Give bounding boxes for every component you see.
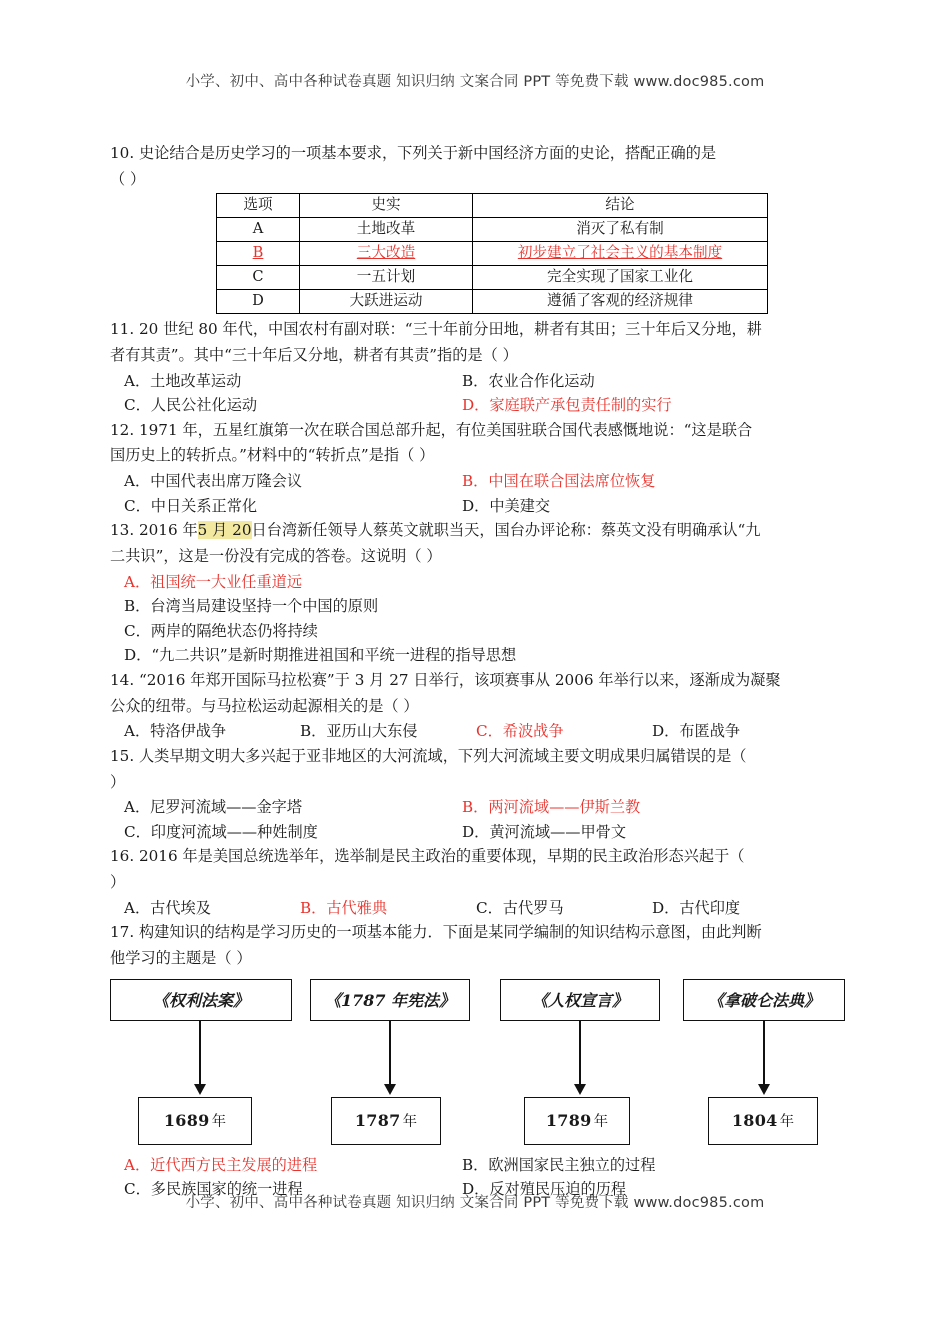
option-11-d[interactable]: D．家庭联产承包责任制的实行 bbox=[462, 396, 672, 415]
question-16-number: 16. bbox=[110, 847, 135, 866]
question-10-number: 10. bbox=[110, 144, 135, 162]
question-16-stem-line2: ） bbox=[110, 873, 126, 891]
question-13-date-highlight: 5 月 20 bbox=[197, 521, 252, 540]
diagram-pair-2 bbox=[310, 979, 470, 1130]
option-row bbox=[124, 494, 845, 519]
question-17-stem bbox=[110, 920, 845, 945]
question-14-stem-line2: 公众的纽带。与马拉松运动起源相关的是（ ） bbox=[110, 696, 419, 715]
question-12-stem-line1: 1971 年，五星红旗第一次在联合国总部升起，有位美国驻联合国代表感慨地说：“这是联合 bbox=[138, 420, 753, 439]
option-11-c[interactable]: C．人民公社化运动 bbox=[124, 396, 258, 415]
question-11-number: 11. bbox=[110, 320, 135, 339]
table-header-option: 选项 bbox=[217, 194, 300, 218]
diagram-pair-3 bbox=[500, 979, 660, 1130]
table-header-conclusion: 结论 bbox=[473, 194, 768, 218]
option-17-a[interactable]: A．近代西方民主发展的进程 bbox=[124, 1155, 318, 1174]
diagram-document-box-1: 《权利法案》 bbox=[110, 979, 292, 1021]
question-13-options bbox=[110, 570, 845, 669]
diagram-arrow-line-4 bbox=[763, 1021, 765, 1087]
table-cell-fact: 一五计划 bbox=[300, 266, 473, 290]
option-12-c[interactable]: C．中日关系正常化 bbox=[124, 496, 258, 515]
diagram-year-value-1: 1689 bbox=[163, 1111, 210, 1130]
option-14-b[interactable]: B．亚历山大东侵 bbox=[300, 722, 418, 741]
diagram-pair-4 bbox=[683, 979, 845, 1130]
table-cell-fact: 大跃进运动 bbox=[300, 290, 473, 314]
option-16-b[interactable]: B．古代雅典 bbox=[300, 898, 388, 917]
diagram-document-box-3: 《人权宣言》 bbox=[500, 979, 660, 1021]
diagram-year-box-1 bbox=[138, 1097, 252, 1145]
table-cell-conclusion: 遵循了客观的经济规律 bbox=[473, 290, 768, 314]
question-16-stem-line1: 2016 年是美国总统选举年，选举制是民主政治的重要体现，早期的民主政治形态兴起于（ bbox=[138, 847, 745, 866]
diagram-arrow-line-1 bbox=[199, 1021, 201, 1087]
option-12-b[interactable]: B．中国在联合国法席位恢复 bbox=[462, 472, 656, 490]
question-11-stem-line2: 者有其责”。其中“三十年后又分地，耕者有其责”指的是（ ） bbox=[110, 345, 518, 364]
question-12-stem-line2: 国历史上的转折点。”材料中的“转折点”是指（ ） bbox=[110, 446, 435, 465]
question-13-number: 13. bbox=[110, 521, 135, 540]
table-cell-fact: 三大改造 bbox=[300, 242, 473, 266]
option-17-d[interactable]: D．反对殖民压迫的历程 bbox=[462, 1180, 627, 1199]
option-13-a[interactable]: A．祖国统一大业任重道远 bbox=[124, 572, 303, 591]
diagram-year-value-3: 1789 bbox=[545, 1111, 592, 1130]
diagram-document-box-4: 《拿破仑法典》 bbox=[683, 979, 845, 1021]
option-17-c[interactable]: C．多民族国家的统一进程 bbox=[124, 1180, 303, 1199]
question-15-number: 15. bbox=[110, 746, 135, 765]
diagram-year-suffix-2: 年 bbox=[402, 1114, 418, 1130]
question-12-number: 12. bbox=[110, 420, 135, 439]
question-10-stem bbox=[110, 141, 845, 166]
question-15-stem-line1: 人类早期文明大多兴起于亚非地区的大河流域，下列大河流域主要文明成果归属错误的是（ bbox=[138, 746, 747, 765]
question-12-stem bbox=[110, 418, 845, 443]
diagram-year-suffix-3: 年 bbox=[593, 1114, 609, 1130]
option-16-d[interactable]: D．古代印度 bbox=[652, 898, 741, 917]
question-15-stem-line2: ） bbox=[110, 772, 126, 791]
knowledge-structure-diagram bbox=[110, 979, 845, 1147]
option-15-d[interactable]: D．黄河流域——甲骨文 bbox=[462, 822, 627, 841]
option-13-c[interactable]: C．两岸的隔绝状态仍将持续 bbox=[124, 621, 318, 640]
question-17-stem-line2: 他学习的主题是（ ） bbox=[110, 948, 252, 967]
option-row bbox=[124, 393, 845, 418]
question-11-stem bbox=[110, 317, 845, 342]
table-cell-fact: 土地改革 bbox=[300, 218, 473, 242]
question-10-stem-line1: 史论结合是历史学习的一项基本要求，下列关于新中国经济方面的史论，搭配正确的是 bbox=[138, 144, 717, 162]
table-header-row bbox=[217, 194, 768, 218]
table-row bbox=[217, 266, 768, 290]
option-row bbox=[124, 820, 845, 845]
option-row bbox=[124, 369, 845, 394]
question-11-options bbox=[110, 369, 845, 418]
question-14-options bbox=[110, 719, 845, 744]
footer-watermark: 小学、初中、高中各种试卷真题 知识归纳 文案合同 PPT 等免费下载 www.doc985.com bbox=[185, 1195, 765, 1211]
diagram-arrow-head-3 bbox=[574, 1084, 586, 1095]
diagram-year-box-4 bbox=[708, 1097, 818, 1145]
table-row bbox=[217, 242, 768, 266]
option-15-a[interactable]: A．尼罗河流域——金字塔 bbox=[124, 798, 303, 817]
table-cell-option: B bbox=[217, 242, 300, 266]
table-cell-conclusion: 完全实现了国家工业化 bbox=[473, 266, 768, 290]
diagram-year-value-2: 1787 bbox=[354, 1111, 401, 1130]
question-13-stem-mid: 日台湾新任领导人蔡英文就职当天，国台办评论称：蔡英文没有明确承认“九 bbox=[251, 521, 761, 540]
diagram-year-suffix-4: 年 bbox=[779, 1114, 795, 1130]
question-13-stem-line2: 二共识”，这是一份没有完成的答卷。这说明（ ） bbox=[110, 546, 442, 565]
option-16-a[interactable]: A．古代埃及 bbox=[124, 898, 211, 917]
option-row bbox=[124, 795, 845, 820]
diagram-year-box-2 bbox=[331, 1097, 441, 1145]
table-cell-conclusion: 初步建立了社会主义的基本制度 bbox=[473, 242, 768, 266]
option-15-c[interactable]: C．印度河流域——种姓制度 bbox=[124, 822, 318, 841]
diagram-document-box-2: 《1787 年宪法》 bbox=[310, 979, 470, 1021]
option-14-a[interactable]: A．特洛伊战争 bbox=[124, 722, 227, 741]
option-11-b[interactable]: B．农业合作化运动 bbox=[462, 371, 595, 390]
question-17-number: 17. bbox=[110, 923, 135, 942]
table-cell-option: D bbox=[217, 290, 300, 314]
diagram-arrow-line-3 bbox=[579, 1021, 581, 1087]
question-16-stem bbox=[110, 844, 845, 869]
header-watermark: 小学、初中、高中各种试卷真题 知识归纳 文案合同 PPT 等免费下载 www.doc985.com bbox=[185, 74, 765, 90]
option-14-c[interactable]: C．希波战争 bbox=[476, 722, 564, 741]
question-14-stem-line1: “2016 年郑开国际马拉松赛”于 3 月 27 日举行，该项赛事从 2006 年举行以来，逐渐成为凝聚 bbox=[138, 671, 781, 689]
diagram-pair-1 bbox=[110, 979, 292, 1130]
question-14-stem bbox=[110, 668, 845, 693]
option-13-b[interactable]: B．台湾当局建设坚持一个中国的原则 bbox=[124, 597, 379, 616]
diagram-year-box-3 bbox=[524, 1097, 630, 1145]
question-17-stem-line1: 构建知识的结构是学习历史的一项基本能力．下面是某同学编制的知识结构示意图，由此判断 bbox=[138, 923, 762, 942]
table-cell-option: A bbox=[217, 218, 300, 242]
option-11-a[interactable]: A．土地改革运动 bbox=[124, 371, 242, 390]
table-row bbox=[217, 290, 768, 314]
table-header-fact: 史实 bbox=[300, 194, 473, 218]
diagram-arrow-head-2 bbox=[384, 1084, 396, 1095]
diagram-arrow-line-2 bbox=[389, 1021, 391, 1087]
table-cell-conclusion: 消灭了私有制 bbox=[473, 218, 768, 242]
question-14-number: 14. bbox=[110, 671, 135, 689]
question-15-options bbox=[110, 795, 845, 844]
option-12-d[interactable]: D．中美建交 bbox=[462, 496, 551, 515]
option-row bbox=[124, 469, 845, 494]
question-15-stem bbox=[110, 744, 845, 769]
table-row bbox=[217, 218, 768, 242]
option-12-a[interactable]: A．中国代表出席万隆会议 bbox=[124, 472, 303, 490]
option-row bbox=[124, 1153, 845, 1178]
questions-container bbox=[110, 141, 845, 1202]
question-10-stem-line2: （ ） bbox=[110, 169, 146, 188]
diagram-arrow-head-1 bbox=[194, 1084, 206, 1095]
question-13-stem-pre: 2016 年 bbox=[138, 521, 198, 540]
question-13-stem bbox=[110, 518, 845, 543]
diagram-year-value-4: 1804 bbox=[731, 1111, 778, 1130]
option-17-b[interactable]: B．欧洲国家民主独立的过程 bbox=[462, 1155, 656, 1174]
option-14-d[interactable]: D．布匿战争 bbox=[652, 722, 741, 741]
question-11-stem-line1: 20 世纪 80 年代，中国农村有副对联：“三十年前分田地，耕者有其田；三十年后又分地，耕 bbox=[138, 320, 762, 339]
question-10-table-wrap bbox=[110, 193, 845, 314]
question-10-table bbox=[216, 193, 768, 314]
option-15-b[interactable]: B．两河流域——伊斯兰教 bbox=[462, 798, 641, 817]
diagram-year-suffix-1: 年 bbox=[211, 1114, 227, 1130]
diagram-arrow-head-4 bbox=[758, 1084, 770, 1095]
question-12-options bbox=[110, 469, 845, 518]
question-16-options bbox=[110, 896, 845, 921]
option-16-c[interactable]: C．古代罗马 bbox=[476, 898, 564, 917]
option-13-d[interactable]: D．“九二共识”是新时期推进祖国和平统一进程的指导思想 bbox=[124, 646, 517, 665]
table-cell-option: C bbox=[217, 266, 300, 290]
